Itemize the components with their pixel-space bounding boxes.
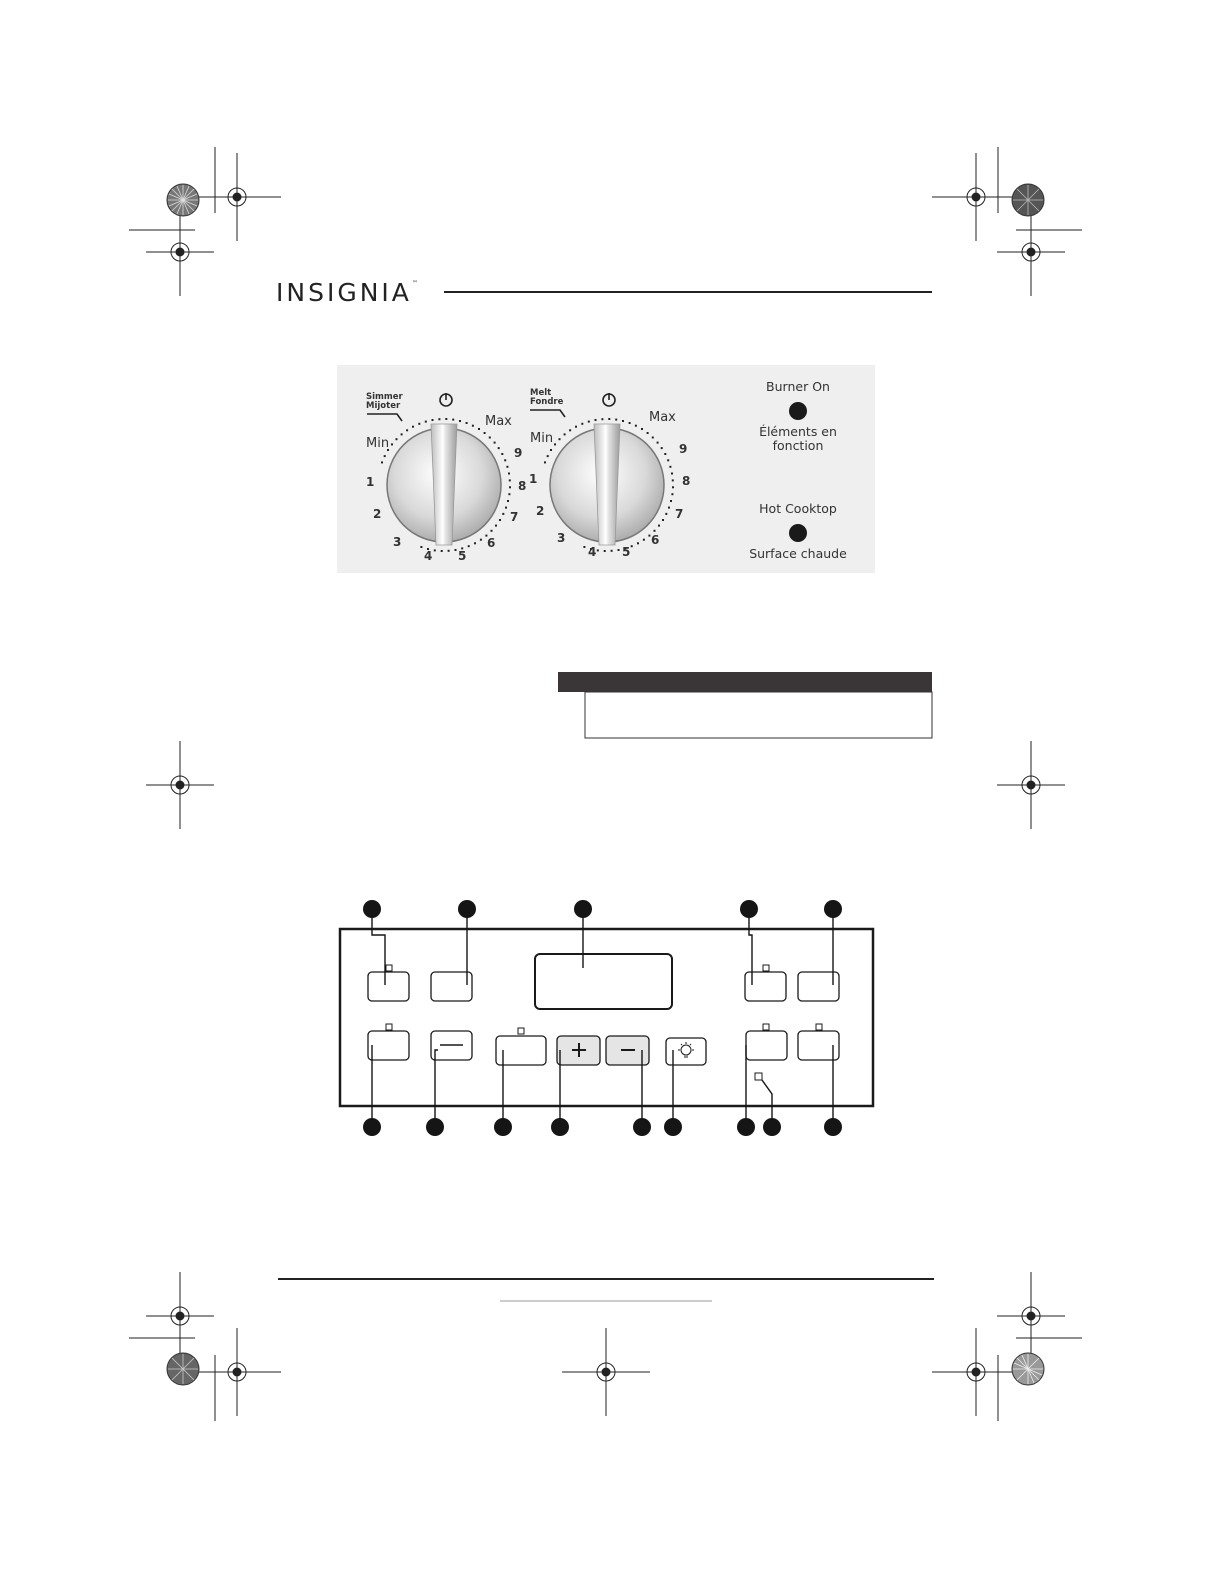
- crosshair-target: [562, 1328, 650, 1416]
- crosshair-target: [997, 1272, 1065, 1360]
- hot-cooktop-indicator-light: [789, 524, 807, 542]
- crosshair-target: [997, 741, 1065, 829]
- left-dial-number: 1: [366, 475, 375, 489]
- brand-logo: INSIGNIA™: [276, 278, 418, 307]
- dial-tick: [438, 418, 440, 420]
- right-dial-max-label: Max: [649, 410, 676, 425]
- dial-tick: [667, 459, 669, 461]
- burner-on-indicator-light: [789, 402, 807, 420]
- dial-tick: [391, 443, 393, 445]
- dial-tick: [498, 447, 500, 449]
- crosshair-target: [146, 741, 214, 829]
- dial-tick: [544, 461, 546, 463]
- crosshair-target: [146, 208, 214, 296]
- dial-tick: [547, 455, 549, 457]
- dial-tick: [629, 422, 631, 424]
- right-dial-number: 6: [651, 533, 660, 547]
- dial-tick: [468, 545, 470, 547]
- dial-tick: [420, 546, 422, 548]
- left-dial-number: 3: [393, 535, 402, 549]
- dial-tick: [618, 549, 620, 551]
- right-dial-number: 4: [588, 545, 597, 559]
- dial-tick: [441, 550, 443, 552]
- dial-tick: [652, 437, 654, 439]
- dial-tick: [501, 453, 503, 455]
- dial-tick: [425, 421, 427, 423]
- dial-tick: [597, 549, 599, 551]
- dial-tick: [615, 419, 617, 421]
- dial-tick: [611, 550, 613, 552]
- dial-tick: [509, 486, 511, 488]
- dial-tick: [396, 438, 398, 440]
- dial-tick: [641, 428, 643, 430]
- dial-tick: [432, 419, 434, 421]
- table-header-bar: [558, 672, 932, 692]
- panel-button-led: [386, 965, 392, 971]
- dial-tick: [601, 418, 603, 420]
- dial-tick: [484, 432, 486, 434]
- dial-tick: [581, 423, 583, 425]
- dial-tick: [412, 426, 414, 428]
- dial-tick: [661, 447, 663, 449]
- crosshair-target: [146, 1272, 214, 1360]
- dial-tick: [508, 473, 510, 475]
- dial-tick: [672, 479, 674, 481]
- display-window: [535, 954, 672, 1009]
- dial-tick: [434, 549, 436, 551]
- panel-button: [368, 972, 409, 1001]
- hot-cooktop-french-label: Surface chaude: [749, 546, 847, 561]
- dial-tick: [418, 423, 420, 425]
- dial-tick: [505, 507, 507, 509]
- left-dial-preset-label: Simmer Mijoter: [366, 392, 403, 411]
- left-dial-number: 6: [487, 536, 496, 550]
- dial-tick: [631, 545, 633, 547]
- dial-tick: [495, 525, 497, 527]
- dial-tick: [459, 420, 461, 422]
- panel-button: [431, 972, 472, 1001]
- dial-tick: [474, 542, 476, 544]
- dial-tick: [657, 442, 659, 444]
- dial-tick: [504, 459, 506, 461]
- left-dial-number: 8: [518, 479, 527, 493]
- dial-tick: [381, 461, 383, 463]
- starburst-mark: [167, 184, 199, 216]
- right-dial-preset-label: Melt Fondre: [530, 388, 564, 407]
- dial-tick: [635, 425, 637, 427]
- right-dial-number: 5: [622, 545, 631, 559]
- dial-tick: [445, 418, 447, 420]
- dial-tick: [499, 519, 501, 521]
- right-dial-number: 9: [679, 442, 688, 456]
- right-dial-number: 7: [675, 507, 684, 521]
- dial-tick: [480, 539, 482, 541]
- dial-tick: [665, 513, 667, 515]
- panel-button: [368, 1031, 409, 1060]
- burner-on-label: Burner On: [766, 379, 830, 394]
- dial-tick: [622, 420, 624, 422]
- registration-marks-top: [129, 147, 1082, 296]
- left-dial-number: 5: [458, 549, 467, 563]
- panel-button-led: [763, 965, 769, 971]
- dial-tick: [670, 500, 672, 502]
- dial-tick: [662, 519, 664, 521]
- panel-button-led: [386, 1024, 392, 1030]
- starburst-mark: [1012, 1353, 1044, 1385]
- dial-tick: [507, 500, 509, 502]
- burner-on-french-label: Éléments en fonction: [759, 424, 837, 453]
- crosshair-target: [997, 208, 1065, 296]
- oven-control-panel-diagram: [340, 929, 873, 1106]
- dial-tick: [643, 539, 645, 541]
- panel-indicator-led: [755, 1073, 762, 1080]
- left-dial-max-label: Max: [485, 414, 512, 429]
- right-dial-number: 2: [536, 504, 545, 518]
- dial-tick: [595, 419, 597, 421]
- dial-tick: [647, 432, 649, 434]
- dial-tick: [472, 425, 474, 427]
- panel-button-led: [816, 1024, 822, 1030]
- left-dial-number: 7: [510, 510, 519, 524]
- dial-tick: [466, 422, 468, 424]
- dial-tick: [506, 466, 508, 468]
- dial-tick: [668, 507, 670, 509]
- left-dial-number: 9: [514, 446, 523, 460]
- dial-tick: [502, 513, 504, 515]
- dial-tick: [564, 433, 566, 435]
- dial-tick: [491, 530, 493, 532]
- dial-tick: [608, 418, 610, 420]
- dial-tick: [575, 426, 577, 428]
- dial-tick: [664, 453, 666, 455]
- dial-tick: [583, 546, 585, 548]
- crosshair-target: [193, 1328, 281, 1416]
- dial-tick: [658, 525, 660, 527]
- dial-tick: [672, 486, 674, 488]
- right-dial-number: 1: [529, 472, 538, 486]
- table-body-box: [585, 692, 932, 738]
- crosshair-target: [932, 153, 1020, 241]
- dial-tick: [569, 429, 571, 431]
- hot-cooktop-label: Hot Cooktop: [759, 501, 837, 516]
- left-dial-number: 4: [424, 549, 433, 563]
- dial-tick: [455, 549, 457, 551]
- dial-tick: [406, 429, 408, 431]
- right-dial-number: 3: [557, 531, 566, 545]
- dial-tick: [401, 433, 403, 435]
- left-dial-min-label: Min: [366, 436, 390, 451]
- dial-tick: [550, 449, 552, 451]
- dial-tick: [494, 442, 496, 444]
- panel-button-led: [518, 1028, 524, 1034]
- dial-tick: [559, 438, 561, 440]
- right-dial-number: 8: [682, 474, 691, 488]
- dial-tick: [478, 428, 480, 430]
- dial-tick: [604, 550, 606, 552]
- dial-tick: [452, 419, 454, 421]
- right-dial-min-label: Min: [530, 431, 554, 446]
- dial-tick: [509, 479, 511, 481]
- dial-tick: [671, 493, 673, 495]
- dial-tick: [637, 542, 639, 544]
- registration-marks-bottom: [129, 1272, 1082, 1421]
- dial-tick: [669, 466, 671, 468]
- left-dial-number: 2: [373, 507, 382, 521]
- registration-marks-middle: [146, 741, 1065, 829]
- panel-button-led: [763, 1024, 769, 1030]
- starburst-mark: [1012, 184, 1044, 216]
- starburst-mark: [167, 1353, 199, 1385]
- crosshair-target: [193, 153, 281, 241]
- dial-tick: [671, 473, 673, 475]
- dial-tick: [554, 443, 556, 445]
- dial-tick: [588, 421, 590, 423]
- dial-tick: [489, 437, 491, 439]
- panel-button: [745, 972, 786, 1001]
- dial-tick: [448, 550, 450, 552]
- dial-tick: [384, 455, 386, 457]
- panel-button: [746, 1031, 787, 1060]
- dial-tick: [508, 493, 510, 495]
- crosshair-target: [932, 1328, 1020, 1416]
- dial-tick: [654, 530, 656, 532]
